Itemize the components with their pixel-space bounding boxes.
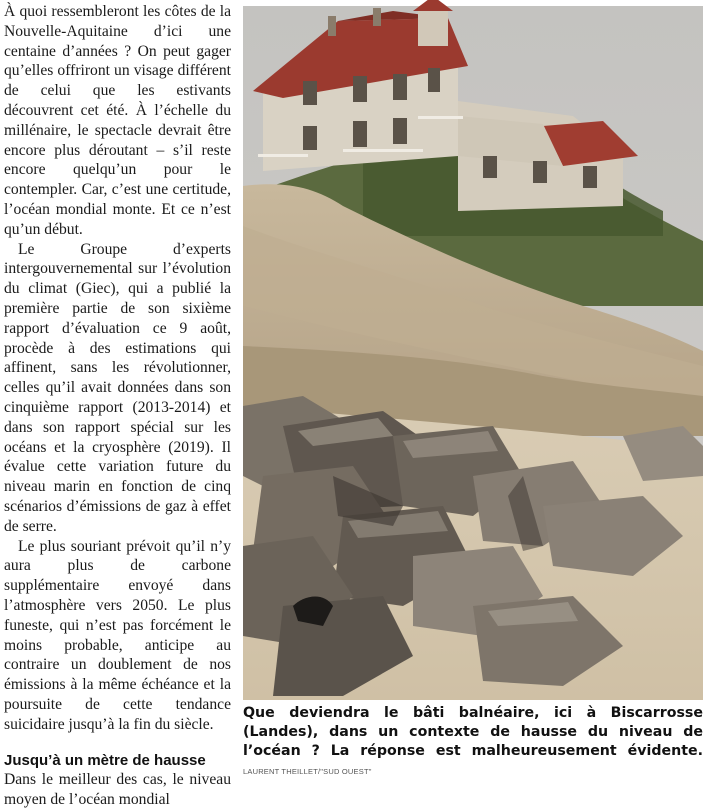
photo-caption: [243, 704, 703, 781]
article-paragraph-1: À quoi ressembleront les côtes de la Nouvelle-Aquitaine d’ici une centaine d’années ? On peut gager qu’elles offriront un visage différent de celui que les estivants découvrent cet été. À l’échelle du millénaire, le spectacle devrait être encore plus déroutant – s’il reste encore quelqu’un pour le contempler. Car, c’est une certitude, l’océan mondial monte. Et ce n’est qu’un début.: [4, 3, 231, 238]
article-paragraph-3: Le plus souriant prévoit qu’il n’y aura plus de carbone supplémentaire envoyé dans l’atmosphère vers 2050. Le plus funeste, qui n’est pas forcément le moins probable, anticipe au contraire un doublement de nos émissions à la même échéance et la poursuite de cette tendance suicidaire jusqu’à la fin du siècle.: [4, 537, 231, 733]
article-paragraph-2: Le Groupe d’experts intergouvernemental sur l’évolution du climat (Giec), qui a publié la première partie de son sixième rapport d’évaluation ce 9 août, procède à des estimations qui affinent, sans les révolutionner, celles qu’il avait données dans son cinquième rapport (2013-2014) et dans son rapport spécial sur les océans et la cryosphère (2019). Il évalue cette variation future du niveau marin en fonction de cinq scénarios d’émissions de gaz à effet de serre.: [4, 240, 231, 535]
beach-villa-photo: [243, 6, 703, 700]
caption-text: Que deviendra le bâti balnéaire, ici à Biscarrosse (Landes), dans un contexte de hausse du niveau de l’océan ? La réponse est malheureusement évidente.: [243, 705, 703, 759]
article-paragraph-4: Dans le meilleur des cas, le niveau moyen de l’océan mondial: [4, 771, 231, 809]
photo-credit: LAURENT THEILLET/"SUD OUEST": [243, 767, 372, 776]
article-column: [4, 2, 231, 810]
article-subhead: Jusqu’à un mètre de hausse: [4, 752, 206, 770]
photo-illustration: [243, 6, 703, 700]
